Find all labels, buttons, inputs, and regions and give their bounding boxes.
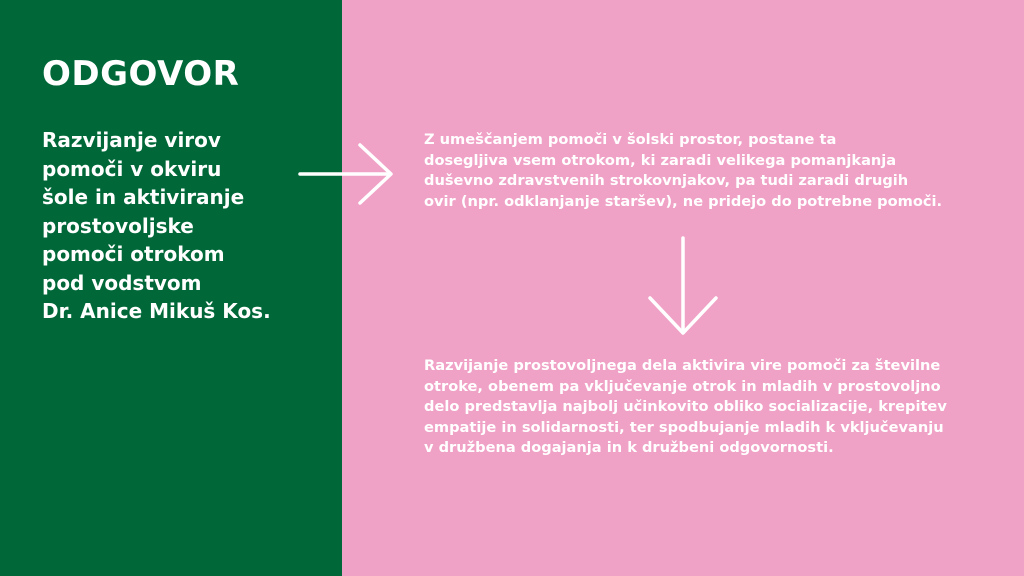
arrow-right-icon <box>298 142 396 206</box>
text-block-school-help: Z umeščanjem pomoči v šolski prostor, postane ta dosegljiva vsem otrokom, ki zaradi velikega pomanjkanja duševno zdravstvenih strokovnjakov, pa tudi zaradi drugih ovir (npr. odklanjanje staršev), ne pridejo do potrebne pomoči. <box>424 131 943 210</box>
arrow-down-icon <box>646 236 720 338</box>
slide-title: ODGOVOR <box>42 54 240 94</box>
text-block-volunteering: Razvijanje prostovoljnega dela aktivira vire pomoči za številne otroke, obenem pa vključevanje otrok in mladih v prostovoljno delo predstavlja najbolj učinkovito obliko socializacije, krepitev empatije in solidarnosti, ter spodbujanje mladih k vključevanju v družbena dogajanja in k družbeni odgovornosti. <box>424 357 947 456</box>
slide-description: Razvijanje virov pomoči v okviru šole in aktiviranje prostovoljske pomoči otrokom pod vodstvom Dr. Anice Mikuš Kos. <box>42 128 271 323</box>
